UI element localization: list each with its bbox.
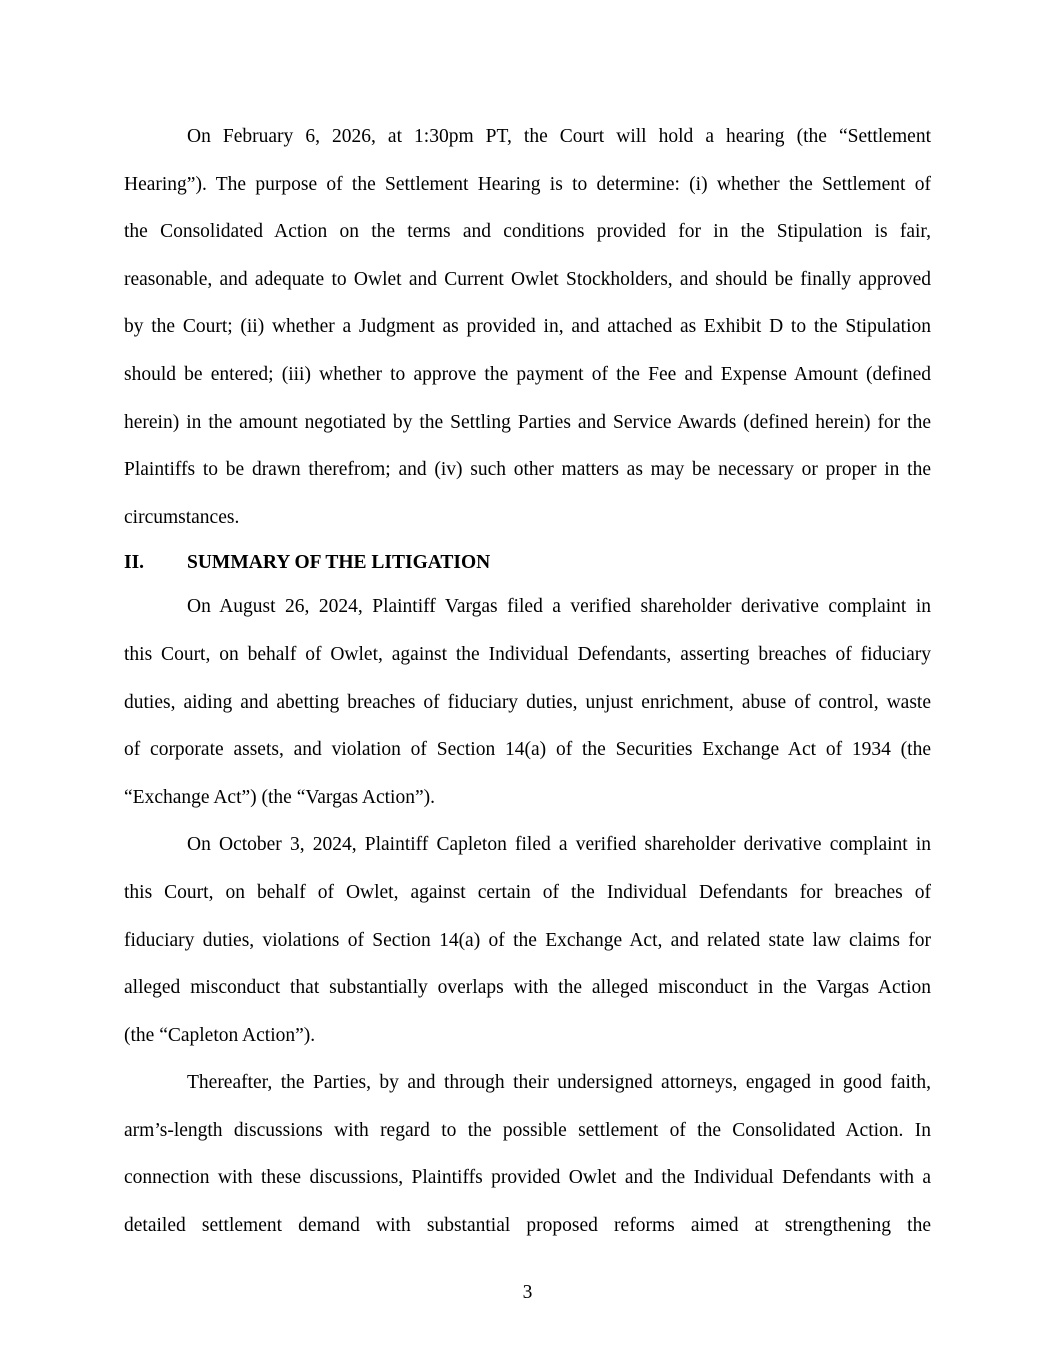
text-line: this Court, on behalf of Owlet, against certain of the Individual Defendants for breaches of [124, 881, 931, 903]
paragraphs-after-heading [124, 593, 931, 1259]
text-line: reasonable, and adequate to Owlet and Current Owlet Stockholders, and should be finally approved [124, 268, 931, 290]
text-line: herein) in the amount negotiated by the Settling Parties and Service Awards (defined herein) for the [124, 411, 931, 433]
text-line: duties, aiding and abetting breaches of fiduciary duties, unjust enrichment, abuse of control, waste [124, 691, 931, 713]
text-line: (the “Capleton Action”). [124, 1024, 316, 1046]
text-line: On February 6, 2026, at 1:30pm PT, the Court will hold a hearing (the “Settlement [187, 126, 931, 147]
text-line: alleged misconduct that substantially overlaps with the alleged misconduct in the Vargas Action [124, 977, 931, 999]
paragraph [124, 1069, 931, 1259]
text-line: arm’s-length discussions with regard to the possible settlement of the Consolidated Action. In [124, 1119, 931, 1141]
paragraph [124, 123, 931, 551]
paragraph [124, 831, 931, 1069]
text-line: Plaintiffs to be drawn therefrom; and (iv) such other matters as may be necessary or proper in the [124, 459, 931, 481]
text-line: fiduciary duties, violations of Section 14(a) of the Exchange Act, and related state law claims for [124, 929, 931, 951]
text-line: Thereafter, the Parties, by and through their undersigned attorneys, engaged in good faith, [187, 1072, 931, 1094]
text-line: “Exchange Act”) (the “Vargas Action”). [124, 786, 435, 808]
text-line: On October 3, 2024, Plaintiff Capleton filed a verified shareholder derivative complaint in [187, 834, 931, 856]
text-line: this Court, on behalf of Owlet, against the Individual Defendants, asserting breaches of fiduciary [124, 643, 931, 665]
text-line: On August 26, 2024, Plaintiff Vargas filed a verified shareholder derivative complaint in [187, 596, 931, 618]
text-line: the Consolidated Action on the terms and conditions provided for in the Stipulation is fair, [124, 221, 931, 243]
section-title: SUMMARY OF THE LITIGATION [187, 552, 491, 574]
paragraph [124, 593, 931, 831]
text-line: connection with these discussions, Plaintiffs provided Owlet and the Individual Defendants with a [124, 1167, 931, 1189]
page-number: 3 [522, 1282, 533, 1303]
section-number: II. [124, 552, 145, 574]
text-line: detailed settlement demand with substantial proposed reforms aimed at strengthening the [124, 1215, 931, 1237]
text-line: of corporate assets, and violation of Section 14(a) of the Securities Exchange Act of 1934 (the [124, 739, 931, 761]
paragraphs-before-heading [124, 123, 931, 551]
text-line: Hearing”). The purpose of the Settlement Hearing is to determine: (i) whether the Settlement of [124, 173, 931, 195]
text-line: by the Court; (ii) whether a Judgment as provided in, and attached as Exhibit D to the Stipulation [124, 316, 931, 338]
section-heading [124, 549, 931, 593]
text-line: should be entered; (iii) whether to approve the payment of the Fee and Expense Amount (defined [124, 363, 931, 385]
document-body [124, 123, 931, 1260]
text-line: circumstances. [124, 506, 240, 528]
